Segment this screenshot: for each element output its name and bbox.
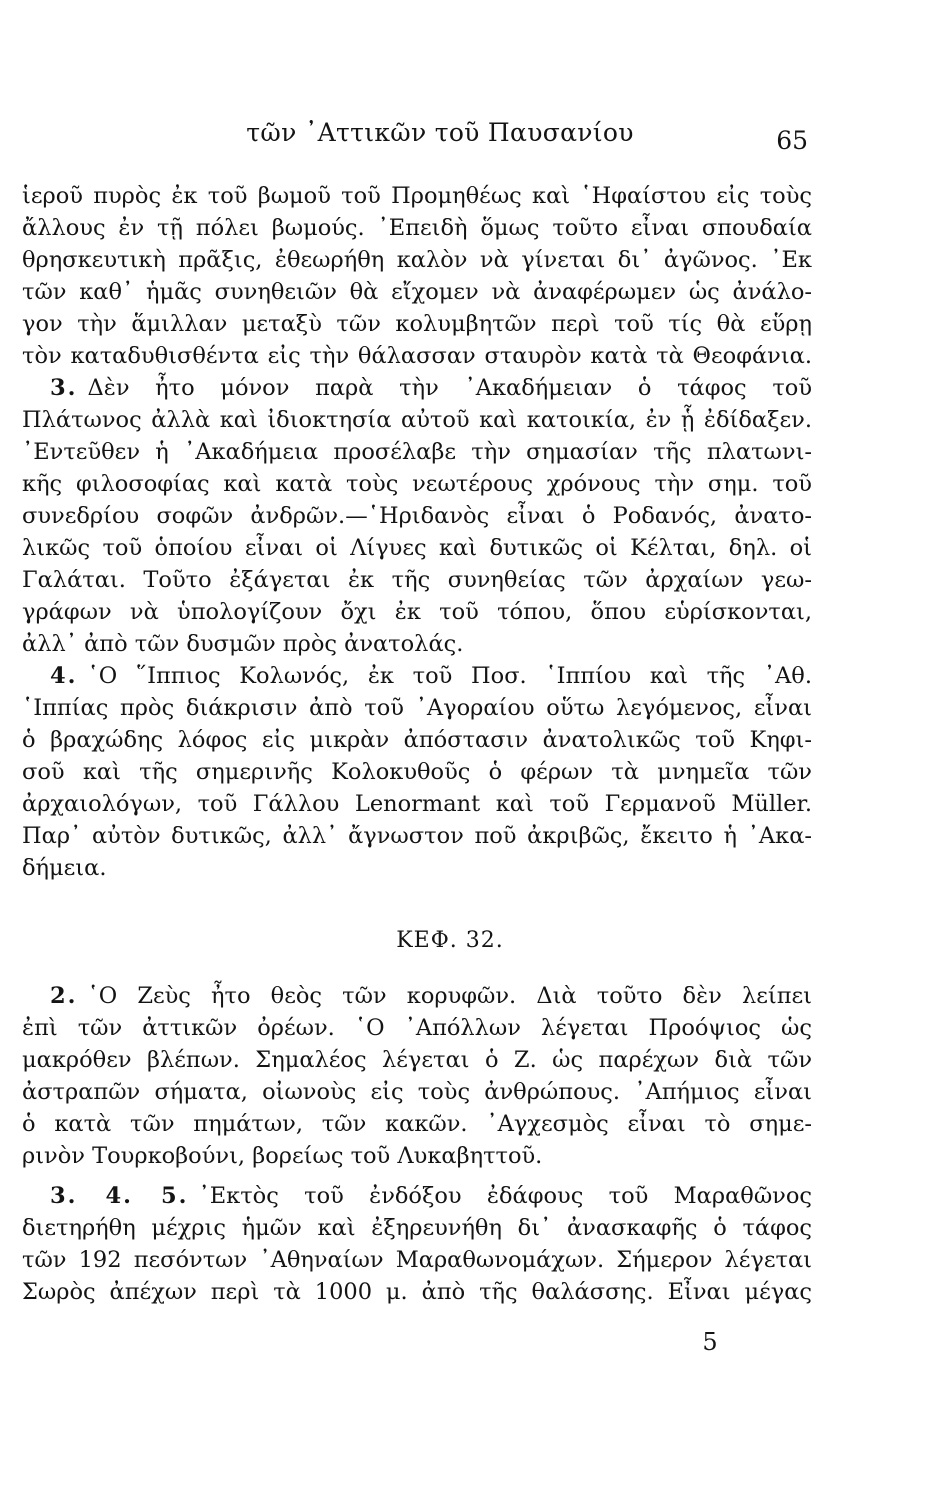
text-line: ὁ βραχώδης λόφος εἰς μικρὰν ἀπόστασιν ἀνατολικῶς τοῦ Κηφι- [22,727,812,753]
line-text: Δὲν ἦτο μόνον παρὰ τὴν ᾿Ακαδήμειαν ὁ τάφος τοῦ [87,375,812,401]
text-line [50,372,812,404]
text-line: Παρ᾿ αὐτὸν δυτικῶς, ἀλλ᾿ ἄγνωστον ποῦ ἀκριβῶς, ἔκειτο ἡ ᾿Ακα- [22,823,812,849]
running-title: τῶν ᾿Αττικῶν τοῦ Παυσανίου [246,118,634,147]
page-number: 65 [776,126,808,155]
signature-mark: 5 [702,1328,718,1356]
text-line: σοῦ καὶ τῆς σημερινῆς Κολοκυθοῦς ὁ φέρων τὰ μνημεῖα τῶν [22,759,812,785]
text-line [50,660,812,692]
text-line: γον τὴν ἅμιλλαν μεταξὺ τῶν κολυμβητῶν περὶ τοῦ τίς θὰ εὕρῃ [22,311,812,337]
section-number: 4. [50,663,78,689]
text-line: λικῶς τοῦ ὁποίου εἶναι οἱ Λίγυες καὶ δυτικῶς οἱ Κέλται, δηλ. οἱ [22,535,812,561]
text-line: ᾿Εντεῦθεν ἡ ᾿Ακαδήμεια προσέλαβε τὴν σημασίαν τῆς πλατωνι- [22,439,812,465]
text-line: ἐπὶ τῶν ἀττικῶν ὀρέων. ῾Ο ᾿Απόλλων λέγεται Προόψιος ὡς [22,1015,812,1041]
text-line: τῶν καθ᾿ ἡμᾶς συνηθειῶν θὰ εἴχομεν νὰ ἀναφέρωμεν ὡς ἀνάλο- [22,279,812,305]
text-line: διετηρήθη μέχρις ἡμῶν καὶ ἐξηρευνήθη δι᾿ ἀνασκαφῆς ὁ τάφος [22,1215,812,1241]
text-line: θρησκευτικὴ πρᾶξις, ἐθεωρήθη καλὸν νὰ γίνεται δι᾿ ἀγῶνος. ᾿Εκ [22,247,812,273]
text-line: τὸν καταδυθισθέντα εἰς τὴν θάλασσαν σταυρὸν κατὰ τὰ Θεοφάνια. [22,343,812,369]
text-line: γράφων νὰ ὑπολογίζουν ὄχι ἐκ τοῦ τόπου, ὅπου εὑρίσκονται, [22,599,812,625]
text-line: ῾Ιππίας πρὸς διάκρισιν ἀπὸ τοῦ ᾿Αγοραίου οὕτω λεγόμενος, εἶναι [22,695,812,721]
text-line [50,1180,812,1212]
text-line [50,980,812,1012]
text-line: ρινὸν Τουρκοβούνι, βορείως τοῦ Λυκαβηττοῦ. [22,1143,543,1169]
text-line: συνεδρίου σοφῶν ἀνδρῶν.—῾Ηριδανὸς εἶναι ὁ Ροδανός, ἀνατο- [22,503,812,529]
text-line: ἀστραπῶν σήματα, οἰωνοὺς εἰς τοὺς ἀνθρώπους. ᾿Απήμιος εἶναι [22,1079,812,1105]
text-line: Πλάτωνος ἀλλὰ καὶ ἰδιοκτησία αὐτοῦ καὶ κατοικία, ἐν ᾗ ἐδίδαξεν. [22,407,812,433]
line-text: ᾿Εκτὸς τοῦ ἐνδόξου ἐδάφους τοῦ Μαραθῶνος [198,1183,812,1209]
text-line: ἀρχαιολόγων, τοῦ Γάλλου Lenormant καὶ τοῦ Γερμανοῦ Müller. [22,791,812,817]
text-line: ἀλλ᾿ ἀπὸ τῶν δυσμῶν πρὸς ἀνατολάς. [22,631,464,657]
text-line: δήμεια. [22,855,107,881]
section-number: 3. [50,375,78,401]
text-line: Γαλάται. Τοῦτο ἐξάγεται ἐκ τῆς συνηθείας τῶν ἀρχαίων γεω- [22,567,812,593]
text-line: κῆς φιλοσοφίας καὶ κατὰ τοὺς νεωτέρους χρόνους τὴν σημ. τοῦ [22,471,812,497]
line-text: ῾Ο ῞Ιππιος Κολωνός, ἐκ τοῦ Ποσ. ῾Ιππίου καὶ τῆς ᾿Αθ. [87,663,812,689]
section-number: 2. [50,983,78,1009]
text-line: μακρόθεν βλέπων. Σημαλέος λέγεται ὁ Ζ. ὡς παρέχων διὰ τῶν [22,1047,812,1073]
chapter-heading: ΚΕΦ. 32. [396,928,504,953]
text-line: ἱεροῦ πυρὸς ἐκ τοῦ βωμοῦ τοῦ Προμηθέως καὶ ῾Ηφαίστου εἰς τοὺς [22,183,812,209]
text-line: ὁ κατὰ τῶν πημάτων, τῶν κακῶν. ᾿Αγχεσμὸς εἶναι τὸ σημε- [22,1111,812,1137]
text-line: ἄλλους ἐν τῇ πόλει βωμούς. ᾿Επειδὴ ὅμως τοῦτο εἶναι σπουδαία [22,215,812,241]
line-text: ῾Ο Ζεὺς ἦτο θεὸς τῶν κορυφῶν. Διὰ τοῦτο δὲν λείπει [87,983,812,1009]
text-line: Σωρὸς ἀπέχων περὶ τὰ 1000 μ. ἀπὸ τῆς θαλάσσης. Εἶναι μέγας [22,1279,812,1305]
section-number: 3. 4. 5. [50,1183,189,1209]
text-line: τῶν 192 πεσόντων ᾿Αθηναίων Μαραθωνομάχων. Σήμερον λέγεται [22,1247,812,1273]
